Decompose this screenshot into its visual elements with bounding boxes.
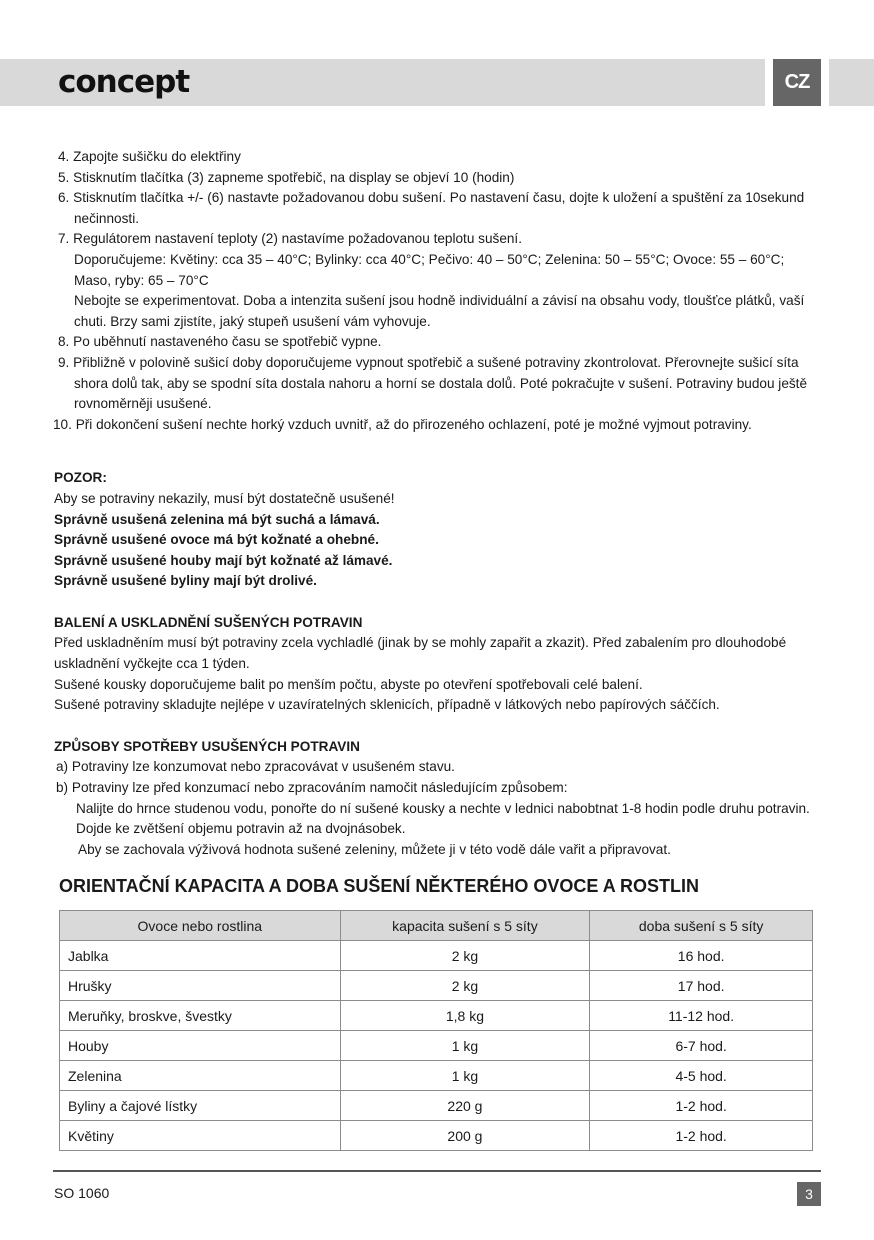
storage-paragraph: Před uskladněním musí být potraviny zcela vychladlé (jinak by se mohly zapařit a zkazit). Před zabalením pro dlouhodobé uskladnění vyčkejte cca 1 týden. [54,635,787,672]
table-row: Květiny 200 g 1-2 hod. [60,1121,813,1151]
soaking-instructions: Nalijte do hrnce studenou vodu, ponořte do ní sušené kousky a nechte v lednici nabobtnat 1-8 hodin podle druhu potravin. Dojde ke zvětšení objemu potravin až na dvojnásobek. [76,800,810,837]
consumption-section [54,737,816,861]
warning-title: POZOR: [54,470,107,486]
warning-line: Správně usušené byliny mají být drolivé. [54,573,317,589]
instruction-item: 9. Přibližně v polovině sušicí doby doporučujeme vypnout spotřebič a sušené potraviny zkontrolovat. Přerovnejte sušicí síta shora dolů tak, aby se spodní síta dostala nahoru a horní se dostala dolů. Poté pokračujte v sušení. Potraviny budou ještě rovnoměrněji usušené. [58,354,808,412]
header-band-right [829,59,874,106]
table-row: Jablka 2 kg 16 hod. [60,941,813,971]
storage-paragraph: Sušené kousky doporučujeme balit po menším počtu, abyste po otevření spotřebovali celé balení. [54,676,643,692]
drying-capacity-table [59,910,813,1151]
column-header: doba sušení s 5 síty [590,911,813,941]
consumption-item: a) Potraviny lze konzumovat nebo zpracovávat v usušeném stavu. [56,759,455,775]
table-row: Houby 1 kg 6-7 hod. [60,1031,813,1061]
model-number: SO 1060 [54,1185,110,1201]
column-header: Ovoce nebo rostlina [60,911,341,941]
storage-section [54,613,816,716]
table-header-row [60,911,813,941]
instruction-item: 10. Při dokončení sušení nechte horký vzduch uvnitř, až do přirozeného ochlazení, poté je možné vyjmout potraviny. [53,416,752,432]
warning-intro: Aby se potraviny nekazily, musí být dostatečně usušené! [54,490,395,506]
table-row: Byliny a čajové lístky 220 g 1-2 hod. [60,1091,813,1121]
temperature-recommendations: Doporučujeme: Květiny: cca 35 – 40°C; Bylinky: cca 40°C; Pečivo: 40 – 50°C; Zelenina: 50 – 55°C; Ovoce: 55 – 60°C; Maso, ryby: 65 – 70°C [74,251,785,288]
table-row: Zelenina 1 kg 4-5 hod. [60,1061,813,1091]
warning-section [54,468,816,592]
consumption-item: b) Potraviny lze před konzumací nebo zpracováním namočit následujícím způsobem: [56,780,568,796]
table-title: ORIENTAČNÍ KAPACITA A DOBA SUŠENÍ NĚKTERÉHO OVOCE A ROSTLIN [59,876,700,896]
instruction-list [54,147,816,435]
warning-line: Správně usušená zelenina má být suchá a lámavá. [54,511,380,527]
language-badge: CZ [773,59,821,106]
table-row: Meruňky, broskve, švestky 1,8 kg 11-12 hod. [60,1001,813,1031]
instruction-item: 4. Zapojte sušičku do elektřiny [58,149,241,164]
main-content [54,147,816,860]
storage-title: BALENÍ A USKLADNĚNÍ SUŠENÝCH POTRAVIN [54,614,363,630]
experiment-note: Nebojte se experimentovat. Doba a intenzita sušení jsou hodně individuální a závisí na obsahu vody, tloušťce plátků, vaší chuti. Brzy sami zjistíte, jaký stupeň usušení vám vyhovuje. [74,293,805,329]
instruction-item: 7. Regulátorem nastavení teploty (2) nastavíme požadovanou teplotu sušení. [58,231,522,247]
warning-line: Správně usušené ovoce má být kožnaté a ohebné. [54,532,379,548]
page-number: 3 [797,1182,821,1206]
footer-divider [53,1170,821,1172]
brand-logo: concept [58,64,190,100]
consumption-title: ZPŮSOBY SPOTŘEBY USUŠENÝCH POTRAVIN [54,738,360,754]
nutrition-note: Aby se zachovala výživová hodnota sušené zeleniny, můžete ji v této vodě dále vařit a připravovat. [78,841,671,857]
instruction-item: 8. Po uběhnutí nastaveného času se spotřebič vypne. [58,334,382,350]
instruction-item: 6. Stisknutím tlačítka +/- (6) nastavte požadovanou dobu sušení. Po nastavení času, dojte k uložení a spuštění za 10sekund nečinnosti. [58,190,805,226]
column-header: kapacita sušení s 5 síty [340,911,590,941]
table-row: Hrušky 2 kg 17 hod. [60,971,813,1001]
storage-paragraph: Sušené potraviny skladujte nejlépe v uzavíratelných sklenicích, případně v látkových nebo papírových sáččích. [54,697,720,713]
warning-line: Správně usušené houby mají být kožnaté až lámavé. [54,552,393,568]
instruction-item: 5. Stisknutím tlačítka (3) zapneme spotřebič, na display se objeví 10 (hodin) [58,169,515,185]
